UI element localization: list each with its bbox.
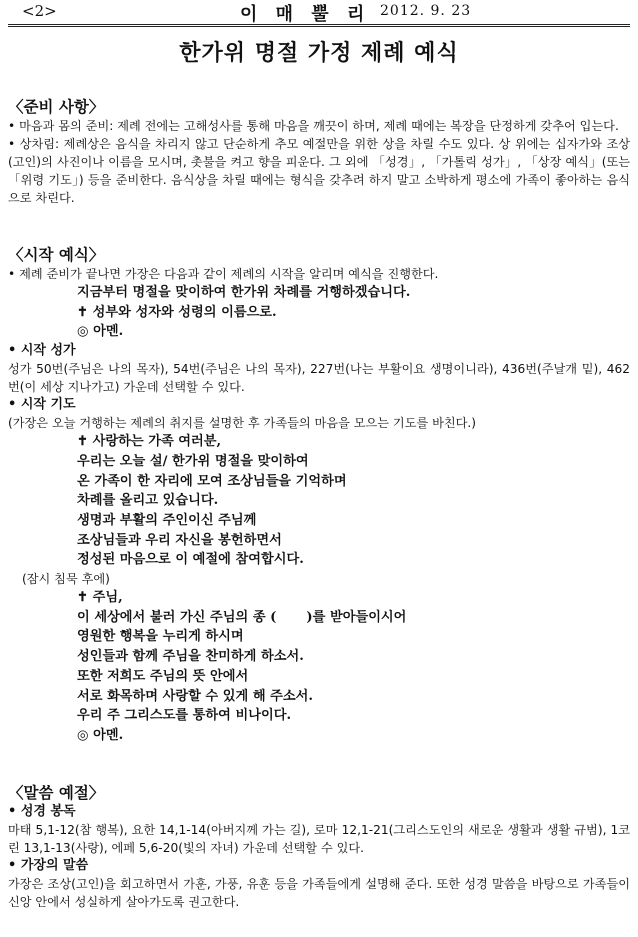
opening-prayer-part-2: [77, 588, 630, 746]
prayer-line: ✝ 사랑하는 가족 여러분,: [77, 432, 630, 452]
prayer-line: 우리 주 그리스도를 통하여 비나이다.: [77, 708, 292, 724]
prayer-line: 영원한 행복을 누리게 하시며: [77, 629, 244, 645]
opening-prayer-part-1: [77, 432, 630, 570]
prayer-line: 지금부터 명절을 맞이하여 한가위 차례를 거행하겠습니다.: [77, 285, 411, 300]
opening-declaration: [77, 283, 630, 342]
subheading-opening-hymn: • 시작 성가: [8, 343, 76, 359]
prayer-line: 생명과 부활의 주인이신 주님께: [77, 512, 257, 528]
prayer-line: ✝ 주님,: [77, 588, 630, 608]
prayer-line: 이 세상에서 불러 가신 주님의 종 ( )를 받아들이시어: [77, 609, 407, 625]
prayer-line: 정성된 마음으로 이 예절에 참여합시다.: [77, 552, 304, 568]
silence-instruction: (잠시 침묵 후에): [22, 572, 110, 587]
newsletter-name: 이 매 뿔 리: [240, 4, 371, 25]
document-body: [8, 96, 630, 911]
cross-icon: [77, 305, 88, 320]
prayer-instruction: (가장은 오늘 거행하는 제례의 취지를 설명한 후 가족들의 마음을 모으는 기도를 바친다.): [8, 416, 477, 431]
head-of-family-text: 가장은 조상(고인)을 회고하면서 가훈, 가풍, 유훈 등을 가족들에게 설명해 준다. 또한 성경 말씀을 바탕으로 가족들이 신앙 안에서 성실하게 살아가도록 권고한다.: [8, 876, 630, 909]
cross-icon: [77, 434, 88, 449]
prayer-line: 차례를 올리고 있습니다.: [77, 493, 219, 509]
subheading-head-of-family-words: • 가장의 말씀: [8, 857, 89, 873]
prep-paragraph-table-setting: • 상차림: 제례상은 음식을 차리지 않고 단순하게 추모 예절만을 위한 상을 차릴 수도 있다. 상 위에는 십자가와 조상(고인)의 사진이나 이름을 모시며, 촛불을 켜고 향을 피운다. 그 외에 「성경」, 「가톨릭 성가」, 「상장 예식」(또는 「위령 기도」) 등을 준비한다. 음식상을 차릴 때에는 형식을 갖추려 하지 말고 소박하게 평소에 가족이 좋아하는 음식으로 차린다.: [8, 137, 630, 205]
opening-intro: • 제례 준비가 끝나면 가장은 다음과 같이 제례의 시작을 알리며 예식을 진행한다.: [8, 267, 439, 281]
document-title: 한가위 명절 가정 제례 예식: [179, 40, 459, 66]
scripture-list: 마태 5,1-12(참 행복), 요한 14,1-14(아버지께 가는 길), 로마 12,1-21(그리스도인의 새로운 생활과 생활 규범), 1코린 13,1-13(사랑), 에페 5,6-20(빛의 자녀) 가운데 선택할 수 있다.: [8, 822, 630, 855]
hymn-list: 성가 50번(주님은 나의 목자), 54번(주님은 나의 목자), 227번(나는 부활이요 생명이니라), 436번(주날개 밑), 462번(이 세상 지나가고) 가운데 선택할 수 있다.: [8, 362, 630, 395]
section-heading-liturgy-of-word: 〈말씀 예절〉: [8, 782, 105, 802]
prayer-line: 조상님들과 우리 자신을 봉헌하면서: [77, 532, 282, 548]
prayer-line: 온 가족이 한 자리에 모여 조상님들을 기억하며: [77, 473, 347, 489]
prayer-line: 우리는 오늘 설/ 한가위 명절을 맞이하여: [77, 453, 309, 469]
issue-date: 2012. 9. 23: [380, 3, 472, 19]
prayer-line: ✝ 성부와 성자와 성령의 이름으로.: [77, 303, 630, 323]
prayer-line: ◎ 아멘.: [77, 324, 124, 340]
prayer-line: 서로 화목하며 사랑할 수 있게 해 주소서.: [77, 688, 313, 704]
subheading-scripture-reading: • 성경 봉독: [8, 803, 76, 819]
page-number: <2>: [22, 2, 57, 20]
prayer-line: 성인들과 함께 주님을 찬미하게 하소서.: [77, 649, 304, 665]
page-header: [8, 0, 630, 27]
prayer-line: 또한 저희도 주님의 뜻 안에서: [77, 668, 249, 684]
prep-paragraph-mind-body: • 마음과 몸의 준비: 제례 전에는 고해성사를 통해 마음을 깨끗이 하며, 제례 때에는 복장을 단정하게 갖추어 입는다.: [8, 119, 619, 133]
section-heading-opening-rite: 〈시작 예식〉: [8, 245, 105, 264]
section-heading-preparation: 〈준비 사항〉: [8, 97, 105, 116]
subheading-opening-prayer: • 시작 기도: [8, 397, 76, 413]
cross-icon: [77, 590, 88, 605]
prayer-line: ◎ 아멘.: [77, 727, 124, 743]
